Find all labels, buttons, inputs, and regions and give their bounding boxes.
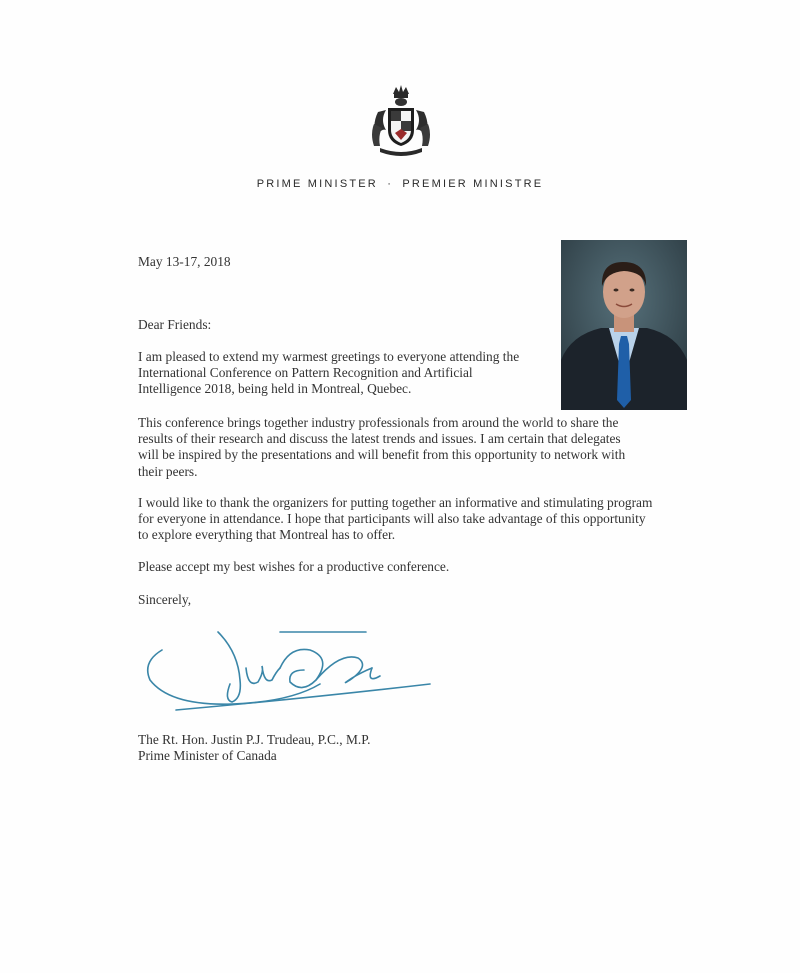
office-separator: ·: [387, 178, 394, 190]
handwritten-signature: [140, 622, 440, 717]
letterhead-office: [0, 178, 800, 190]
paragraph-2: This conference brings together industry professionals from around the world to share the results of their research and discuss the latest trends and issues. I am certain that delegates will be inspired by the presentations and will benefit from this opportunity to network with their peers.: [138, 415, 626, 479]
letter-date: May 13-17, 2018: [138, 254, 231, 269]
paragraph-3: I would like to thank the organizers for putting together an informative and stimulating program for everyone in attendance. I hope that participants will also take advantage of this opportunity to explore everything that Montreal has to offer.: [138, 495, 653, 543]
paragraph-4: Please accept my best wishes for a productive conference.: [138, 559, 450, 574]
coat-of-arms-icon: [368, 84, 434, 160]
office-english: PRIME MINISTER: [256, 178, 378, 190]
signatory-title: Prime Minister of Canada: [138, 748, 277, 763]
paragraph-1: I am pleased to extend my warmest greetings to everyone attending the International Conference on Pattern Recognition and Artificial Intelligence 2018, being held in Montreal, Quebec.: [138, 349, 520, 397]
office-french: PREMIER MINISTRE: [402, 178, 544, 190]
portrait-photo: [561, 240, 687, 410]
salutation: Dear Friends:: [138, 317, 212, 332]
closing: Sincerely,: [138, 592, 192, 607]
signatory-name: The Rt. Hon. Justin P.J. Trudeau, P.C., M.P.: [138, 732, 371, 747]
